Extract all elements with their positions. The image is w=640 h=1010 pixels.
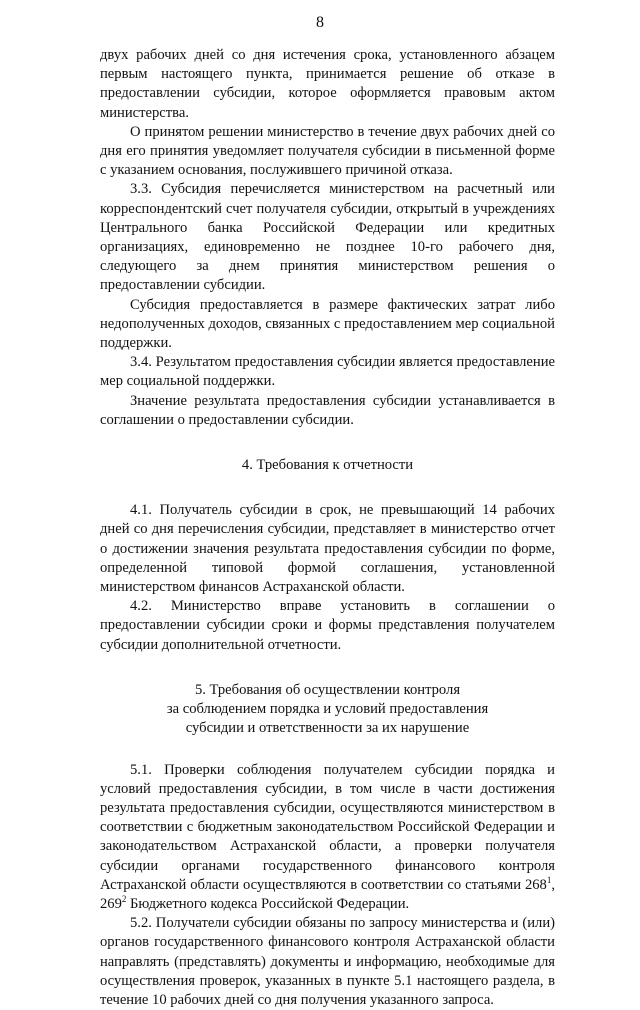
paragraph-3-3: 3.3. Субсидия перечисляется министерством на расчетный или корреспондентский счет получателя субсидии, открытый в учреждениях Центрального банка Российской Федерации или кредитных организациях, единовременно не позднее 10-го рабочего дня, следующего за днем принятия министерством решения о предоставлении субсидии.	[100, 181, 555, 294]
document-body	[100, 46, 555, 1010]
superscript-1: 1	[546, 874, 552, 885]
paragraph-3-4: 3.4. Результатом предоставления субсидии является предоставление мер социальной поддержки.	[100, 354, 555, 390]
paragraph-4-2: 4.2. Министерство вправе установить в соглашении о предоставлении субсидии сроки и формы представления получателем субсидии дополнительной отчетности.	[100, 598, 555, 653]
section-5-heading-line-2: за соблюдением порядка и условий предоставления	[166, 701, 489, 718]
paragraph-result-value: Значение результата предоставления субсидии устанавливается в соглашении о предоставлении субсидии.	[100, 392, 555, 428]
paragraph-5-1-end: Бюджетного кодекса Российской Федерации.	[126, 895, 410, 912]
section-5-heading-line-3: субсидии и ответственности за их нарушение	[185, 720, 470, 737]
section-5-heading-line-1: 5. Требования об осуществлении контроля	[194, 681, 461, 698]
paragraph-5-1-text: 5.1. Проверки соблюдения получателем субсидии порядка и условий предоставления субсидии, в том числе в части достижения результата предоставления субсидии, осуществляются министерством в соответствии с бюджетным законодательством Российской Федерации и законодательством Астраханской области, а проверки получателя субсидии органами государственного финансового контроля Астраханской области осуществляются в соответствии со статьями 268	[100, 761, 555, 893]
paragraph-5-1-mid: , 269	[100, 876, 555, 912]
paragraph-subsidy-amount: Субсидия предоставляется в размере фактических затрат либо недополученных доходов, связанных с предоставлением мер социальной поддержки.	[100, 296, 555, 352]
paragraph-5-1	[100, 761, 555, 915]
paragraph-refusal-notice: О принятом решении министерство в течение двух рабочих дней со дня его принятия уведомляет получателя субсидии в письменной форме с указанием основания, послужившего причиной отказа.	[100, 123, 555, 179]
paragraph-5-2: 5.2. Получатели субсидии обязаны по запросу министерства и (или) органов государственного финансового контроля Астраханской области направлять (представлять) документы и информацию, необходимые для осуществления проверок, указанных в пункте 5.1 настоящего раздела, в течение 10 рабочих дней со дня получения указанного запроса.	[100, 915, 555, 1008]
superscript-2: 2	[121, 894, 127, 905]
section-4-heading: 4. Требования к отчетности	[241, 457, 414, 474]
paragraph-continuation: двух рабочих дней со дня истечения срока, установленного абзацем первым настоящего пункта, принимается решение об отказе в предоставлении субсидии, которое оформляется правовым актом министерства.	[100, 47, 555, 121]
paragraph-4-1: 4.1. Получатель субсидии в срок, не превышающий 14 рабочих дней со дня перечисления субсидии, представляет в министерство отчет о достижении значения результата предоставления субсидии по форме, определенной типовой формой соглашения, установленной министерством финансов Астраханской области.	[100, 502, 555, 596]
page-number: 8	[316, 14, 324, 31]
section-5-heading	[100, 681, 555, 739]
